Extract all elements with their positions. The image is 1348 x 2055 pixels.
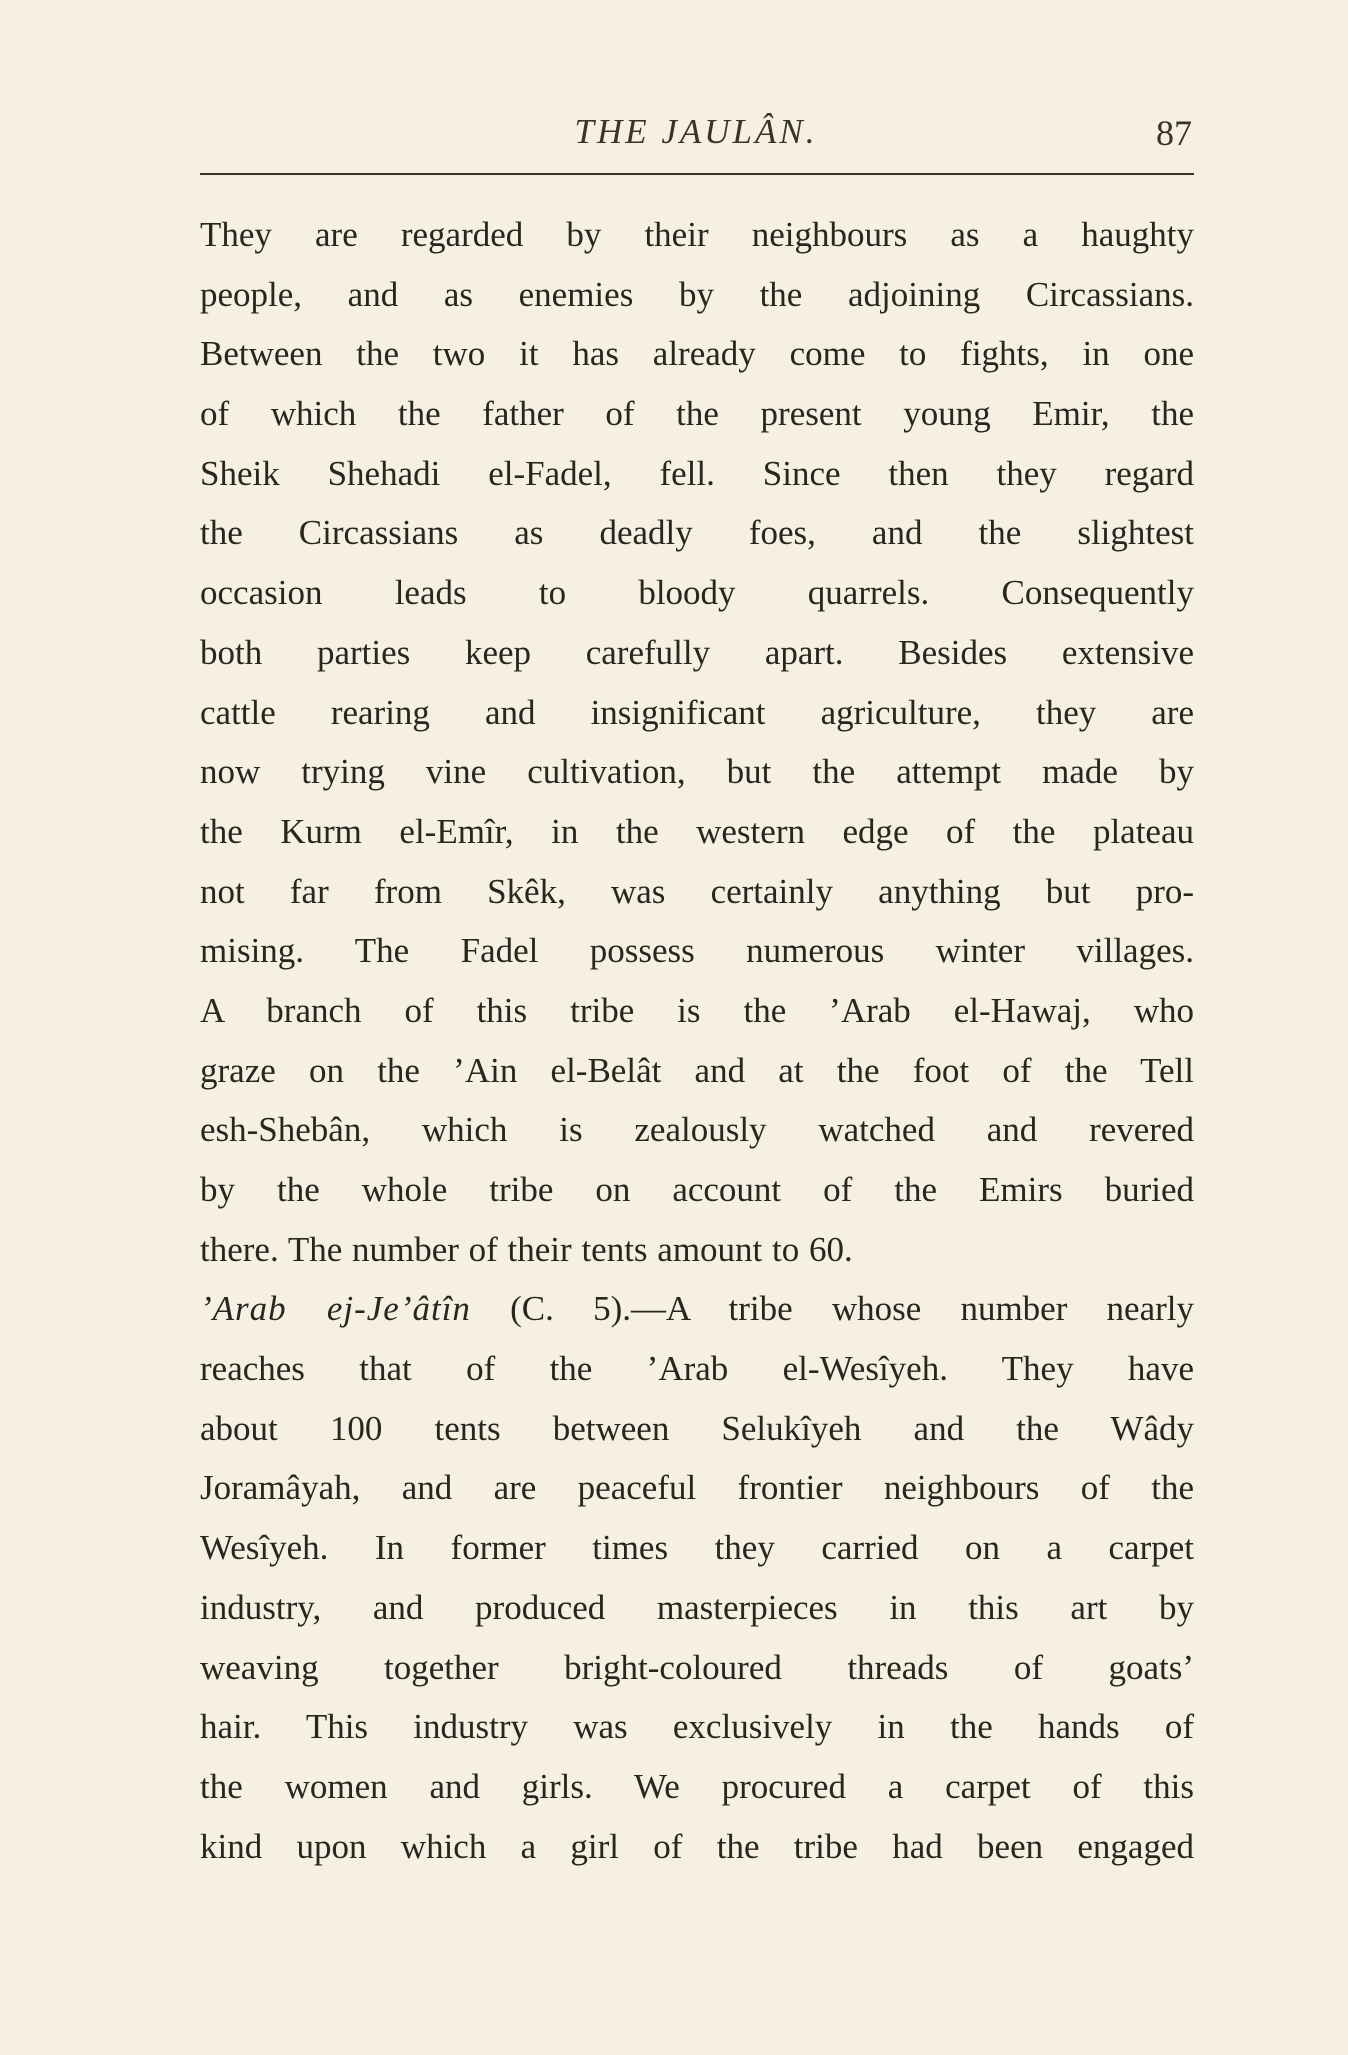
text-line: A branch of this tribe is the ’Arab el-Hawaj, who: [200, 990, 1194, 1030]
text-line: by the whole tribe on account of the Emirs buried: [200, 1170, 1194, 1209]
text-line: the women and girls. We procured a carpet of this: [200, 1766, 1194, 1806]
text-line: Wesîyeh. In former times they carried on a carpet: [200, 1528, 1194, 1568]
text-line: weaving together bright-coloured threads of goats’: [200, 1647, 1194, 1687]
text-line: They are regarded by their neighbours as a haughty: [200, 215, 1194, 254]
tribe-name-italic: ’Arab ej-Je’âtîn: [200, 1289, 471, 1329]
text-line: graze on the ’Ain el-Belât and at the foot of the Tell: [200, 1050, 1194, 1090]
running-title: THE JAULÂN.: [574, 112, 818, 151]
text-line: mising. The Fadel possess numerous winter villages.: [200, 931, 1194, 971]
text-line: Between the two it has already come to fights, in one: [200, 334, 1194, 374]
text-line: both parties keep carefully apart. Besides extensive: [200, 632, 1194, 672]
text-line: Joramâyah, and are peaceful frontier neighbours of the: [200, 1468, 1194, 1508]
text-line: Sheik Shehadi el-Fadel, fell. Since then they regard: [200, 453, 1194, 493]
text-line: the Kurm el-Emîr, in the western edge of the plateau: [200, 811, 1194, 851]
text-line: the Circassians as deadly foes, and the slightest: [200, 513, 1194, 553]
lead-line-rest: (C. 5).—A tribe whose number nearly: [470, 1289, 1194, 1329]
text-line: cattle rearing and insignificant agriculture, they are: [200, 692, 1194, 732]
text-line: kind upon which a girl of the tribe had been engaged: [200, 1826, 1194, 1866]
text-line: now trying vine cultivation, but the attempt made by: [200, 752, 1194, 792]
running-head: [200, 112, 1192, 162]
text-line: hair. This industry was exclusively in the hands of: [200, 1707, 1194, 1747]
text-line: occasion leads to bloody quarrels. Consequently: [200, 573, 1194, 613]
paragraph-lead-line: [200, 1279, 1194, 1339]
text-line: esh-Shebân, which is zealously watched and revered: [200, 1110, 1194, 1150]
body-text: [200, 205, 1194, 1876]
text-line: reaches that of the ’Arab el-Wesîyeh. They have: [200, 1349, 1194, 1389]
page-number: 87: [1156, 113, 1192, 153]
text-line: there. The number of their tents amount to 60.: [200, 1229, 853, 1269]
text-line: not far from Skêk, was certainly anything but pro-: [200, 871, 1194, 911]
text-line: people, and as enemies by the adjoining Circassians.: [200, 274, 1194, 314]
text-line: industry, and produced masterpieces in this art by: [200, 1587, 1194, 1627]
text-line: about 100 tents between Selukîyeh and the Wâdy: [200, 1408, 1194, 1448]
header-rule: [200, 173, 1194, 175]
text-line: of which the father of the present young Emir, the: [200, 394, 1194, 434]
